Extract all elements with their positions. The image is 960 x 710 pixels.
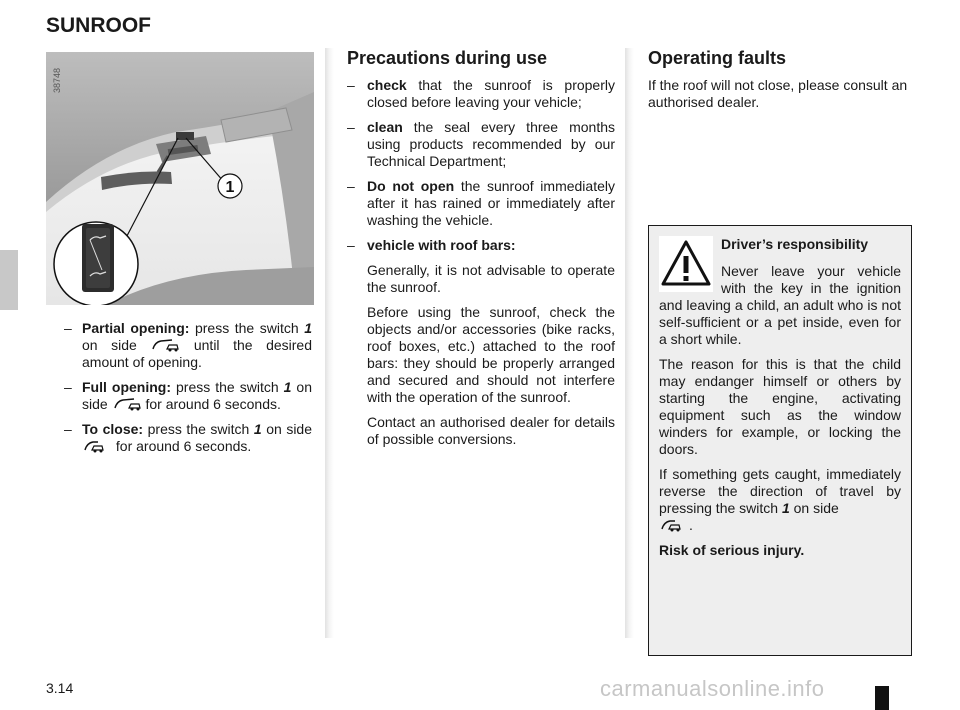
column-separator bbox=[625, 48, 634, 638]
paragraph: Before using the sunroof, check the objects and/or accessories (bike racks, roof boxes, etc.) attached to the roof bars: they should be properly arranged and secured and should not interfere with the operation of the sunroof. bbox=[367, 304, 615, 405]
page-number: 3.14 bbox=[46, 680, 74, 696]
list-item: – To close: press the switch 1 on side for around 6 seconds. bbox=[64, 421, 312, 454]
roof-close-icon bbox=[659, 518, 689, 532]
sunroof-illustration bbox=[46, 52, 314, 305]
precautions-section bbox=[347, 50, 615, 456]
roof-close-icon bbox=[82, 439, 112, 453]
figure-reference: 38748 bbox=[52, 67, 62, 93]
watermark: carmanualsonline.info bbox=[600, 676, 825, 701]
callout-label: 1 bbox=[225, 179, 235, 196]
list-item: – Full opening: press the switch 1 on side for around 6 seconds. bbox=[64, 379, 313, 412]
section-title: Operating faults bbox=[648, 48, 787, 68]
cabin-drawing bbox=[46, 52, 314, 305]
column-separator bbox=[325, 48, 334, 638]
operating-faults-section bbox=[648, 50, 913, 111]
chapter-tab bbox=[0, 250, 18, 310]
paragraph: Generally, it is not advisable to operate the sunroof. bbox=[367, 262, 615, 295]
list-item: – Do not open the sunroof immediately after it has rained or immediately after washing the vehicle. bbox=[347, 178, 615, 228]
list-item: – Partial opening: press the switch 1 on side until the desired amount of opening. bbox=[64, 320, 312, 370]
list-item: – clean the seal every three months using products recommended by our Technical Department; bbox=[347, 119, 615, 169]
warning-triangle-icon bbox=[659, 236, 713, 292]
section-title: Precautions during use bbox=[347, 48, 548, 68]
paragraph: If something gets caught, immediately reverse the direction of travel by pressing the switch 1 on side . bbox=[659, 466, 901, 533]
list-item: – vehicle with roof bars: bbox=[347, 237, 516, 253]
paragraph: The reason for this is that the child may endanger himself or others by starting the engine, activating equipment such as the window winders for example, or locking the doors. bbox=[659, 356, 901, 457]
roof-open-icon bbox=[112, 397, 142, 411]
paragraph: If the roof will not close, please consult an authorised dealer. bbox=[648, 77, 908, 110]
page-corner-mark bbox=[875, 686, 889, 710]
warning-box bbox=[648, 225, 912, 656]
roof-open-icon bbox=[150, 338, 180, 352]
switch-instructions bbox=[64, 320, 312, 463]
list-item: – check that the sunroof is properly closed before leaving your vehicle; bbox=[347, 77, 615, 110]
risk-note: Risk of serious injury. bbox=[659, 542, 805, 558]
page-title: SUNROOF bbox=[46, 14, 151, 37]
paragraph: Contact an authorised dealer for details of possible conversions. bbox=[367, 414, 615, 447]
paragraph: Never leave your vehicle with the key in the ignition and leaving a child, an adult who is not self-sufficient or a pet inside, even for a short while. bbox=[659, 263, 901, 347]
sunroof-switch bbox=[176, 132, 194, 140]
warning-title: Driver’s responsibility bbox=[721, 236, 869, 252]
